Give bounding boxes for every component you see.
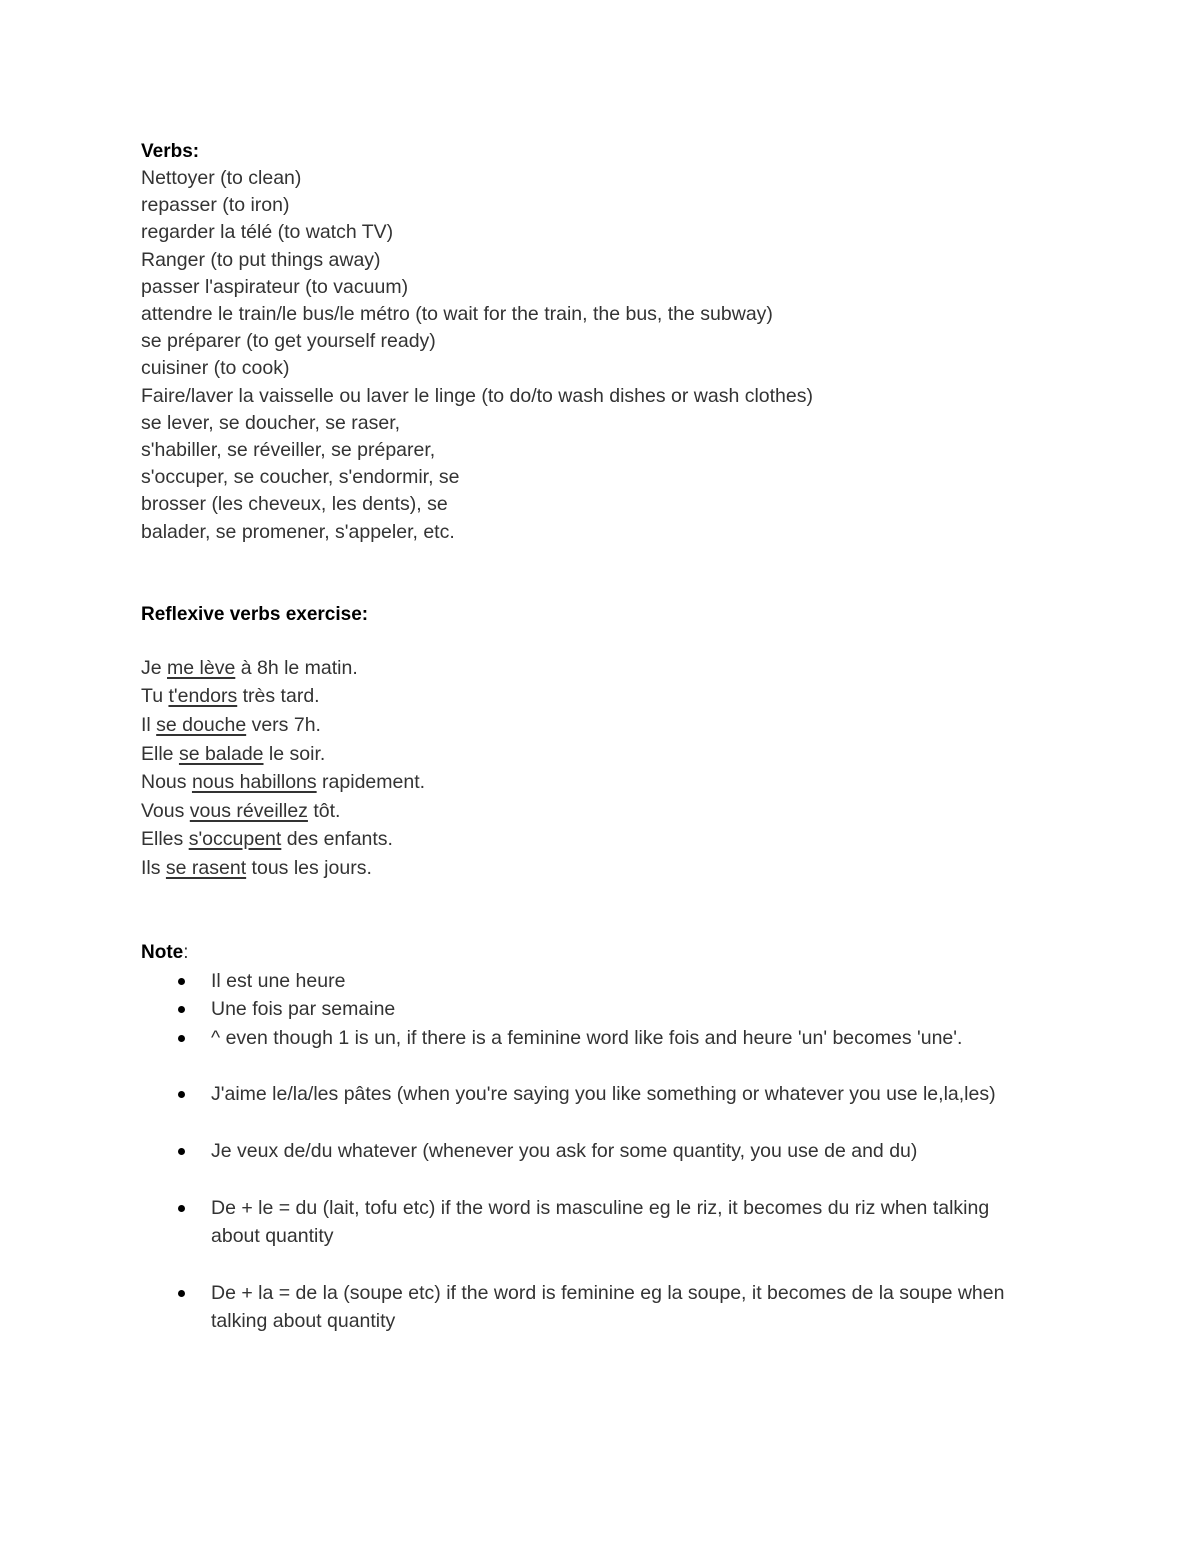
sentence-rest: des enfants. [281,828,393,851]
note-section [141,939,1081,1336]
verb-line: Faire/laver la vaisselle ou laver le linge (to do/to wash dishes or wash clothes) [141,384,813,407]
reflexive-sentences [141,654,1081,883]
sentence-verb: s'occupent [188,828,282,851]
sentence-subject: Je [141,656,168,679]
list-item [141,1137,1031,1166]
exercise-sentence [141,854,1081,883]
note-heading-text: Note [141,941,184,963]
exercise-sentence [141,768,1081,797]
sentence-rest: tôt. [307,799,341,822]
verbs-heading: Verbs: [141,141,200,162]
sentence-verb: se rasent [165,857,247,879]
verb-line: s'occuper, se coucher, s'endormir, se [141,466,460,489]
bullet-icon [178,1006,185,1013]
sentence-rest: le soir. [263,742,326,765]
list-item [141,1080,1031,1109]
note-bullet-list [141,967,1081,1336]
sentence-subject: Il [141,714,157,737]
sentence-subject: Nous [141,771,192,794]
verb-line: brosser (les cheveux, les dents), se [141,493,448,516]
verb-line: Nettoyer (to clean) [141,167,302,189]
list-item [141,1024,1031,1053]
bullet-icon [178,1205,185,1212]
bullet-icon [178,1091,185,1098]
verb-line: balader, se promener, s'appeler, etc. [141,520,455,543]
reflexive-heading: Reflexive verbs exercise: [141,603,369,625]
exercise-sentence [141,711,1081,740]
bullet-icon [178,1148,185,1155]
sentence-rest: tous les jours. [246,857,372,879]
note-heading [141,939,1081,966]
bullet-text: Une fois par semaine [211,998,396,1021]
bullet-text: J'aime le/la/les pâtes (when you're saying you like something or whatever you use le,la,les) [211,1083,996,1106]
bullet-icon [178,1290,185,1297]
sentence-verb: me lève [167,656,236,679]
sentence-subject: Tu [141,685,169,708]
sentence-subject: Elle [141,742,179,765]
sentence-verb: vous réveillez [189,799,308,822]
sentence-subject: Elles [141,828,189,851]
verb-line: attendre le train/le bus/le métro (to wait for the train, the bus, the subway) [141,303,773,326]
bullet-text: ^ even though 1 is un, if there is a feminine word like fois and heure 'un' becomes 'une'. [211,1026,963,1049]
verb-line: repasser (to iron) [141,194,290,217]
bullet-icon [178,1035,185,1042]
verb-line: Ranger (to put things away) [141,248,381,271]
list-item [141,1279,1031,1336]
bullet-text: Il est une heure [211,969,346,992]
verbs-section [141,138,1081,546]
bullet-text: De + la = de la (soupe etc) if the word is feminine eg la soupe, it becomes de la soupe when talking about quantity [211,1281,1005,1333]
exercise-sentence [141,825,1081,854]
list-item [141,967,1031,996]
note-heading-colon: : [183,941,189,963]
verb-line: cuisiner (to cook) [141,357,290,380]
verb-line: se préparer (to get yourself ready) [141,330,436,353]
sentence-verb: nous habillons [191,771,317,794]
bullet-text: Je veux de/du whatever (whenever you ask for some quantity, you use de and du) [211,1139,918,1162]
verb-line: se lever, se doucher, se raser, [141,411,401,434]
document-page [141,138,1081,1336]
bullet-text: De + le = du (lait, tofu etc) if the word is masculine eg le riz, it becomes du riz when talking about quantity [211,1196,990,1248]
sentence-subject: Vous [141,799,190,822]
verb-line: passer l'aspirateur (to vacuum) [141,275,409,298]
sentence-verb: se balade [178,742,264,765]
verb-line: s'habiller, se réveiller, se préparer, [141,439,436,462]
sentence-rest: vers 7h. [246,714,321,737]
exercise-sentence [141,654,1081,683]
exercise-sentence [141,740,1081,769]
sentence-rest: rapidement. [316,771,426,794]
verb-line: regarder la télé (to watch TV) [141,221,394,244]
exercise-sentence [141,682,1081,711]
sentence-rest: très tard. [237,685,320,708]
sentence-verb: t'endors [168,685,238,708]
sentence-subject: Ils [141,857,166,879]
sentence-verb: se douche [156,714,247,737]
exercise-sentence [141,797,1081,826]
verbs-list [141,165,1081,546]
sentence-rest: à 8h le matin. [235,656,358,679]
reflexive-section [141,601,1081,883]
bullet-icon [178,978,185,985]
list-item [141,1194,1031,1251]
list-item [141,995,1031,1024]
